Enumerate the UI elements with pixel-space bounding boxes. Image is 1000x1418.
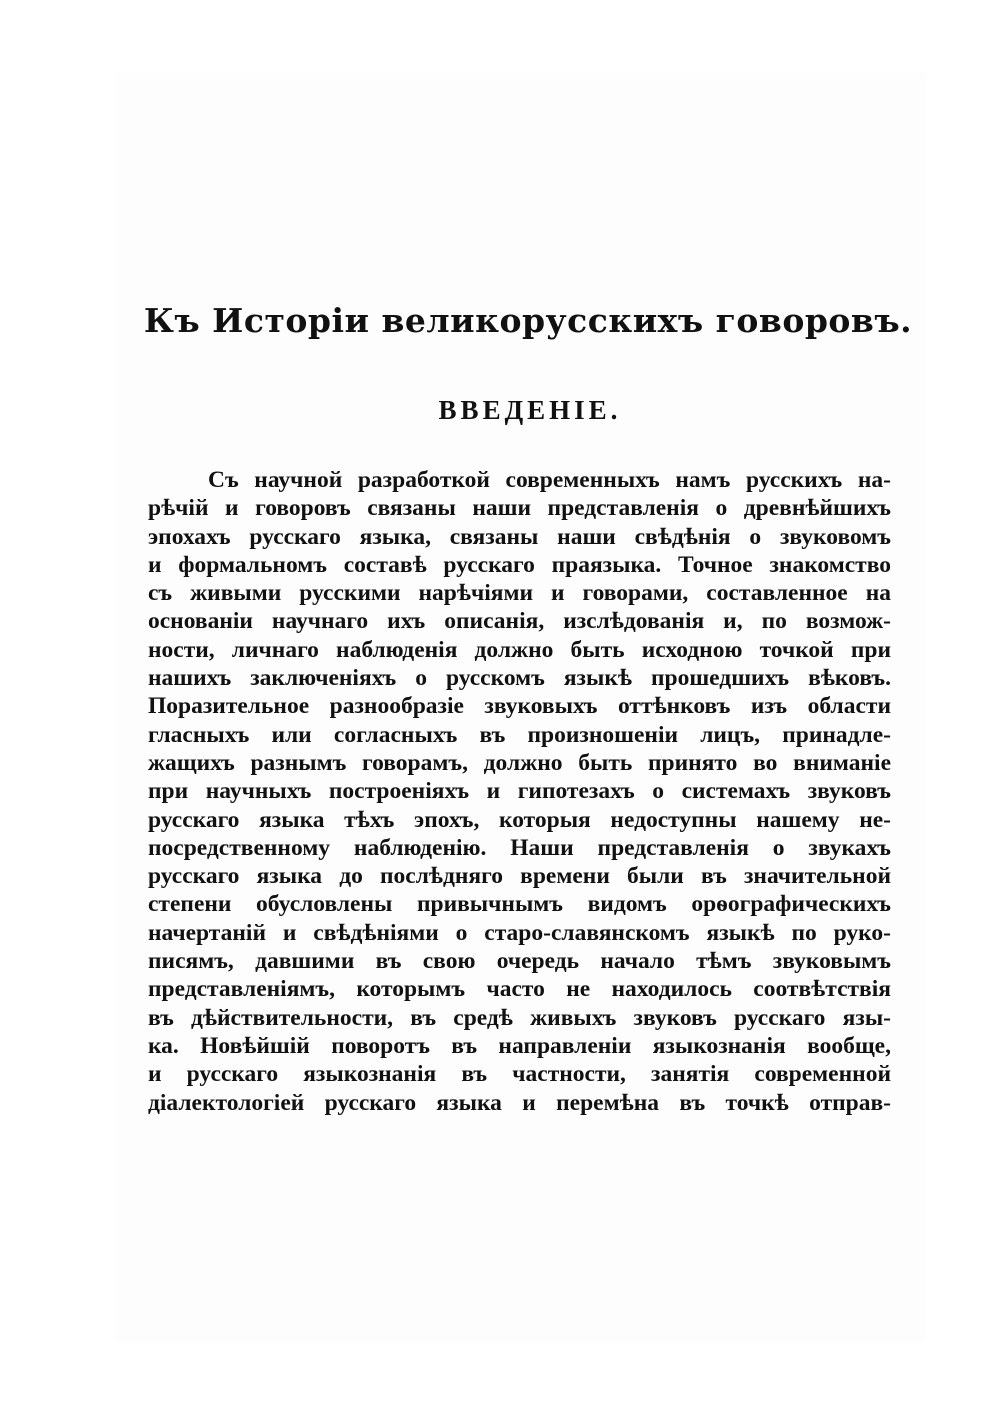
document-title: Къ Исторіи великорусскихъ говоровъ. xyxy=(143,301,913,340)
paragraph-line: ка. Новѣйшій поворотъ въ направленіи языкознанія вообще, xyxy=(148,1032,891,1059)
paragraph-line: рѣчій и говоровъ связаны наши представленія о древнѣйшихъ xyxy=(148,495,891,522)
paragraph-line: въ дѣйствительности, въ средѣ живыхъ звуковъ русскаго язы- xyxy=(148,1004,891,1031)
paragraph-line: русскаго языка тѣхъ эпохъ, которыя недоступны нашему не- xyxy=(148,806,891,833)
paragraph-line: и формальномъ составѣ русскаго праязыка. Точное знакомство xyxy=(148,551,891,578)
paragraph-line: діалектологіей русскаго языка и перемѣна въ точкѣ отправ- xyxy=(148,1089,891,1116)
paragraph-line: начертаній и свѣдѣніями о старо-славянскомъ языкѣ по руко- xyxy=(148,919,891,946)
paragraph-line: русскаго языка до послѣдняго времени были въ значительной xyxy=(148,863,891,890)
paragraph-line: ности, личнаго наблюденія должно быть исходною точкой при xyxy=(148,636,891,663)
paragraph-line: степени обусловлены привычнымъ видомъ орѳографическихъ xyxy=(148,891,891,918)
paragraph-line: и русскаго языкознанія въ частности, занятія современной xyxy=(148,1061,891,1088)
paragraph-line: Съ научной разработкой современныхъ намъ русскихъ на- xyxy=(208,467,891,493)
paragraph-line: эпохахъ русскаго языка, связаны наши свѣдѣнія о звуковомъ xyxy=(148,523,891,550)
paragraph-line: при научныхъ построеніяхъ и гипотезахъ о системахъ звуковъ xyxy=(148,778,891,805)
paragraph-line: основаніи научнаго ихъ описанія, изслѣдованія и, по возмож- xyxy=(148,608,891,635)
paragraph-line: писямъ, давшими въ свою очередь начало тѣмъ звуковымъ xyxy=(148,948,891,975)
paragraph-line: Поразительное разнообразіе звуковыхъ оттѣнковъ изъ области xyxy=(148,693,891,720)
paragraph-line: съ живыми русскими нарѣчіями и говорами, составленное на xyxy=(148,580,891,607)
body-paragraph xyxy=(148,466,891,1117)
section-heading: ВВЕДЕНІЕ. xyxy=(438,395,622,425)
paragraph-line: гласныхъ или согласныхъ въ произношеніи лицъ, принадле- xyxy=(148,721,891,748)
paragraph-line: жащихъ разнымъ говорамъ, должно быть принято во вниманіе xyxy=(148,749,891,776)
paragraph-line: нашихъ заключеніяхъ о русскомъ языкѣ прошедшихъ вѣковъ. xyxy=(148,665,891,692)
paragraph-line: представленіямъ, которымъ часто не находилось соотвѣтствія xyxy=(148,976,891,1003)
scanned-page xyxy=(115,73,927,1342)
paragraph-line: посредственному наблюденію. Наши представленія о звукахъ xyxy=(148,834,891,861)
